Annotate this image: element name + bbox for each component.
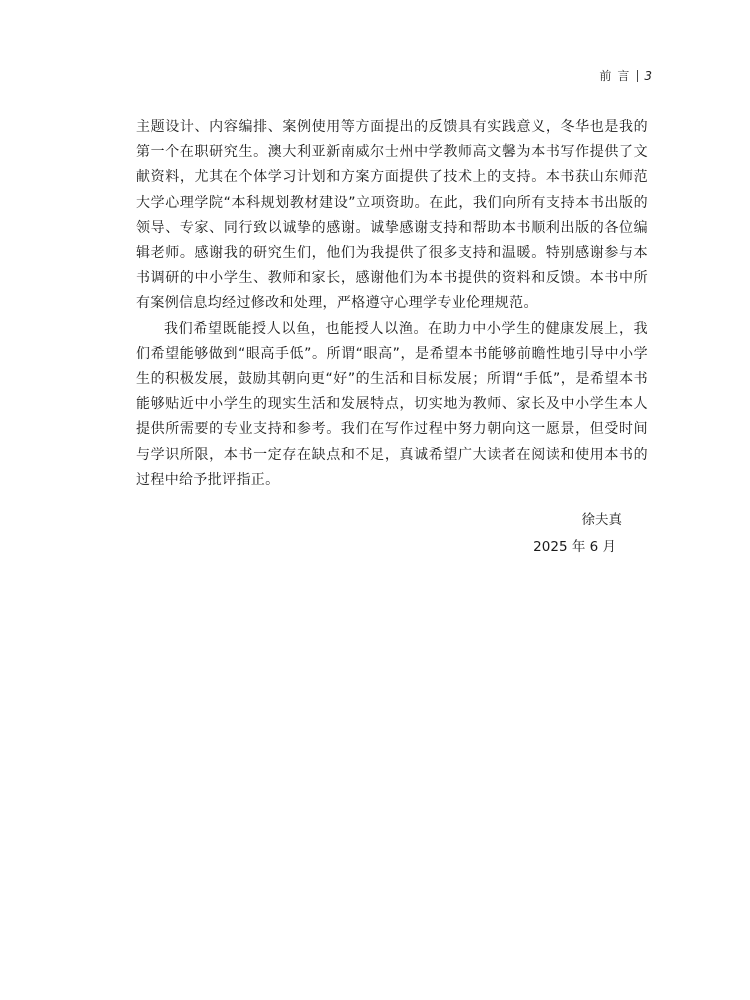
author-signature: 徐夫真 [581,512,622,528]
paragraph-acknowledgements: 主题设计、内容编排、案例使用等方面提出的反馈具有实践意义，冬华也是我的第一个在职研究生。澳大利亚新南威尔士州中学教师高文馨为本书写作提供了文献资料，尤其在个体学习计划和方案方面提供了技术上的支持。本书获山东师范大学心理学院“本科规划教材建设”立项资助。在此，我们向所有支持本书出版的领导、专家、同行致以诚挚的感谢。诚挚感谢支持和帮助本书顺利出版的各位编辑老师。感谢我的研究生们，他们为我提供了很多支持和温暖。特别感谢参与本书调研的中小学生、教师和家长，感谢他们为本书提供的资料和反馈。本书中所有案例信息均经过修改和处理，严格遵守心理学专业伦理规范。 [136,119,648,312]
preface-body [136,115,648,493]
signature-date: 2025 年 6 月 [533,539,616,555]
page-number: 3 [644,69,652,83]
running-header [599,68,652,84]
header-divider [637,70,638,82]
paragraph-hopes: 我们希望既能授人以鱼，也能授人以渔。在助力中小学生的健康发展上，我们希望能够做到“眼高手低”。所谓“眼高”，是希望本书能够前瞻性地引导中小学生的积极发展，鼓励其朝向更“好”的生活和目标发展；所谓“手低”，是希望本书能够贴近中小学生的现实生活和发展特点，切实地为教师、家长及中小学生本人提供所需要的专业支持和参考。我们在写作过程中努力朝向这一愿景，但受时间与学识所限，本书一定存在缺点和不足，真诚希望广大读者在阅读和使用本书的过程中给予批评指正。 [136,320,648,488]
section-title: 前言 [599,69,636,83]
